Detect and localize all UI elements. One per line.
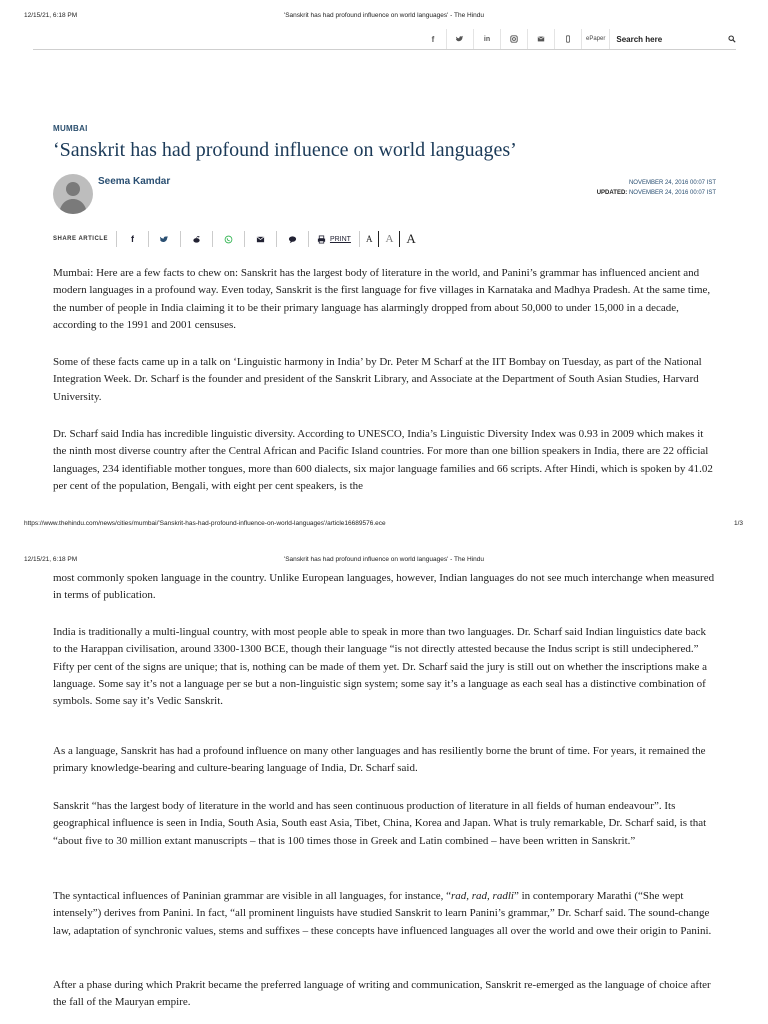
article-paragraph: Dr. Scharf said India has incredible linguistic diversity. According to UNESCO, India’s Linguistic Diversity Index was 0.93 in 2009 which makes it the ninth most diverse country after the Central African and Pacific Island countries. For more than one billion speakers in India, there are 22 official languages, 234 identifiable mother tongues, more than 600 dialects, six major language families and 66 scripts. After Hindi, which is spoken by 41.02 per cent of the population, Bengali, with eight per cent speakers, is the [53,428,713,492]
share-label: SHARE ARTICLE [53,236,108,242]
epaper-link[interactable]: ePaper [582,29,610,49]
article-paragraph: most commonly spoken language in the country. Unlike European languages, however, Indian languages do not see much interchange when measured in terms of publication. [53,572,715,602]
share-whatsapp-button[interactable] [212,231,244,247]
print-page-title: 'Sanskrit has had profound influence on world languages' - The Hindu [283,556,485,563]
published-date: NOVEMBER 24, 2016 00:07 IST [628,180,716,186]
search-placeholder: Search here [616,34,663,44]
share-twitter-button[interactable] [148,231,180,247]
mail-icon [256,235,265,244]
share-facebook-button[interactable] [116,231,148,247]
print-page-title: 'Sanskrit has had profound influence on world languages' - The Hindu [283,12,485,19]
section-label[interactable]: MUMBAI [53,124,88,133]
printer-icon [317,235,326,244]
article-paragraph [53,888,717,940]
article-dates [597,178,716,198]
article-paragraph: Sanskrit “has the largest body of literature in the world and has seen continuous production of literature in all fields of human endeavour”. Its geographical influence is seen in India, South Asia, South east Asia, Tibet, China, Korea and Japan. What is truly remarkable, Dr. Scharf said, is that “about five to 30 million extant manuscripts – that is 100 times those in Greek and Latin combined – have been written in Sanskrit.” [53,800,707,847]
print-button[interactable] [308,231,359,247]
print-datetime: 12/15/21, 6:18 PM [24,12,78,19]
share-bar [53,230,422,248]
twitter-icon[interactable] [447,29,474,49]
share-email-button[interactable] [244,231,276,247]
paragraph-text: ” in contemporary Marathi (“She wept intensely”) derives from Panini. In fact, “all prominent linguists have studied Sanskrit to learn Panini’s grammar,” Dr. Scharf said. The sound-change law, adaptation of synchronic values, stems and suffixes – these concepts have influenced languages all over the world and owe their origin to Panini. [53,890,712,937]
print-page-number: 1/3 [734,520,744,527]
comment-icon [288,235,297,244]
facebook-icon: f [130,234,134,244]
article-paragraph: India is traditionally a multi-lingual country, with most people able to speak in more than two languages. Dr. Scharf said Indian linguistics date back to the Harappan civilisation, around 3300-1300 BCE, though their language “is not directly attested because the Indus script is still undeciphered.” Fifty per cent of the signs are unique; that is, nothing can be made of them yet. Dr. Scharf said the jury is still out on whether the inscriptions make a language. Some say it’s not a language per se but a non-linguistic sign system; some say it’s a language as each seal has a distinctive combination of symbols. Some say it’s Vedic Sanskrit. [53,626,708,708]
font-size-large-button[interactable]: A [399,231,421,247]
article-paragraph: As a language, Sanskrit has had a profound influence on many other languages and has resiliently borne the brunt of time. For years, it remained the primary knowledge-bearing and culture-bearing language of India, Dr. Scharf said. [53,745,706,775]
updated-label: UPDATED: [596,190,628,196]
linkedin-icon[interactable]: in [474,29,501,49]
article-paragraph: Mumbai: Here are a few facts to chew on: Sanskrit has the largest body of literature in the world, and Panini’s grammar has influenced ancient and modern languages in a profound way. Even today, Sanskrit is the first language for five villages in Karnataka and Madhya Pradesh. At the same time, the number of people in India claiming it to be their primary language has alarmingly dropped from about 50,000 to under 15,000 in a decade, according to the 1991 and 2001 censuses. [53,267,711,331]
marathi-example: rad, rad, radli [451,890,514,902]
social-bar [420,29,742,49]
comment-button[interactable] [276,231,308,247]
print-label: PRINT [329,235,351,243]
article-paragraph: After a phase during which Prakrit became the preferred language of writing and communication, Sanskrit re-emerged as the language of choice after the fall of the Mauryan empire. [53,979,711,1009]
mobile-icon[interactable] [555,29,582,49]
facebook-icon[interactable]: f [420,29,447,49]
paragraph-text: The syntactical influences of Paninian grammar are visible in all languages, for instance, “ [53,890,451,902]
search-input[interactable] [610,29,742,49]
reddit-icon [192,235,201,244]
font-size-small-button[interactable]: A [359,231,379,247]
twitter-icon [160,235,169,244]
updated-date: NOVEMBER 24, 2016 00:07 IST [628,190,716,196]
print-datetime: 12/15/21, 6:18 PM [24,556,78,563]
mail-icon[interactable] [528,29,555,49]
search-icon[interactable] [728,35,736,43]
avatar [53,174,93,214]
whatsapp-icon [224,235,233,244]
instagram-icon[interactable] [501,29,528,49]
header-divider [33,49,736,50]
article-title: ‘Sanskrit has had profound influence on world languages’ [53,139,517,161]
author-name[interactable]: Seema Kamdar [98,176,171,187]
share-reddit-button[interactable] [180,231,212,247]
article-paragraph: Some of these facts came up in a talk on ‘Linguistic harmony in India’ by Dr. Peter M Scharf at the IIT Bombay on Tuesday, as part of the National Integration Week. Dr. Scharf is the founder and president of the Sanskrit Library, and Associate at the Department of South Asian Studies, Harvard University. [53,356,702,403]
print-url: https://www.thehindu.com/news/cities/mumbai/'Sanskrit-has-had-profound-influence-on-world-languages'/article16689576.ece [24,520,386,527]
font-size-medium-button[interactable]: A [378,231,399,247]
